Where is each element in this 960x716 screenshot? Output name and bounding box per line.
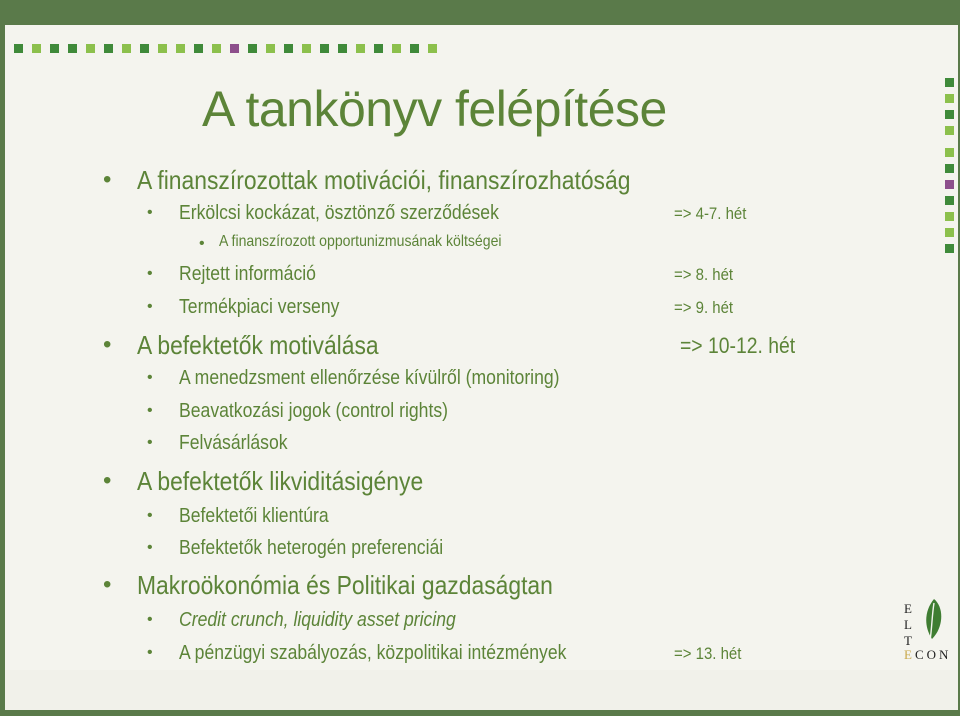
list-item-text: Makroökonómia és Politikai gazdaságtan: [137, 570, 553, 600]
list-item-text: A finanszírozott opportunizmusának költségei: [219, 233, 502, 250]
logo-letter-l: L: [904, 617, 912, 632]
bullet-marker: •: [103, 166, 112, 193]
bullet-marker: •: [147, 204, 153, 221]
list-item-text: Rejtett információ: [179, 263, 316, 285]
week-reference: => 8. hét: [674, 265, 734, 284]
week-reference: => 13. hét: [674, 644, 742, 663]
bullet-marker: •: [147, 611, 153, 628]
decor-squares-right-1: [945, 78, 954, 135]
bullet-marker: •: [147, 539, 153, 556]
list-item-text: Credit crunch, liquidity asset pricing: [179, 609, 456, 631]
bullet-marker: •: [147, 507, 153, 524]
list-item-text: A befektetők motiválása: [137, 330, 379, 360]
bottom-band-inner: [5, 670, 958, 710]
eltecon-logo: [902, 597, 956, 663]
list-item-text: Befektetők heterogén preferenciái: [179, 537, 444, 559]
list-item-text: A menedzsment ellenőrzése kívülről (monitoring): [179, 367, 560, 389]
list-item-text: A befektetők likviditásigénye: [137, 466, 424, 496]
list-item-text: Termékpiaci verseny: [179, 296, 340, 318]
list-item-text: Erkölcsi kockázat, ösztönző szerződések: [179, 202, 499, 224]
bullet-marker: •: [147, 434, 153, 451]
list-item-text: A pénzügyi szabályozás, közpolitikai intézmények: [179, 642, 567, 664]
list-item-text: A finanszírozottak motivációi, finanszírozhatóság: [137, 165, 631, 195]
decor-squares-top: [14, 44, 437, 53]
bullet-marker: •: [147, 369, 153, 386]
list-item-text: Felvásárlások: [179, 432, 288, 454]
decor-squares-right-2: [945, 148, 954, 253]
bullet-marker: •: [147, 298, 153, 315]
logo-bottom-con: CON: [915, 647, 952, 662]
week-reference: => 9. hét: [674, 298, 734, 317]
week-reference: => 10-12. hét: [680, 333, 796, 358]
bullet-marker: •: [199, 235, 205, 252]
logo-bottom-e: E: [904, 647, 912, 662]
bullet-marker: •: [103, 331, 112, 358]
bullet-marker: •: [147, 265, 153, 282]
bullet-marker: •: [103, 571, 112, 598]
list-item-text: Beavatkozási jogok (control rights): [179, 400, 449, 422]
bullet-marker: •: [147, 402, 153, 419]
slide-title: A tankönyv felépítése: [202, 81, 667, 137]
bullet-marker: •: [147, 644, 153, 661]
week-reference: => 4-7. hét: [674, 204, 747, 223]
list-item-text: Befektetői klientúra: [179, 505, 329, 527]
logo-letter-e: E: [904, 601, 912, 616]
bottom-band: [0, 670, 960, 716]
logo-letter-t: T: [904, 633, 912, 648]
bullet-marker: •: [103, 467, 112, 494]
leaf-icon: [922, 597, 946, 643]
